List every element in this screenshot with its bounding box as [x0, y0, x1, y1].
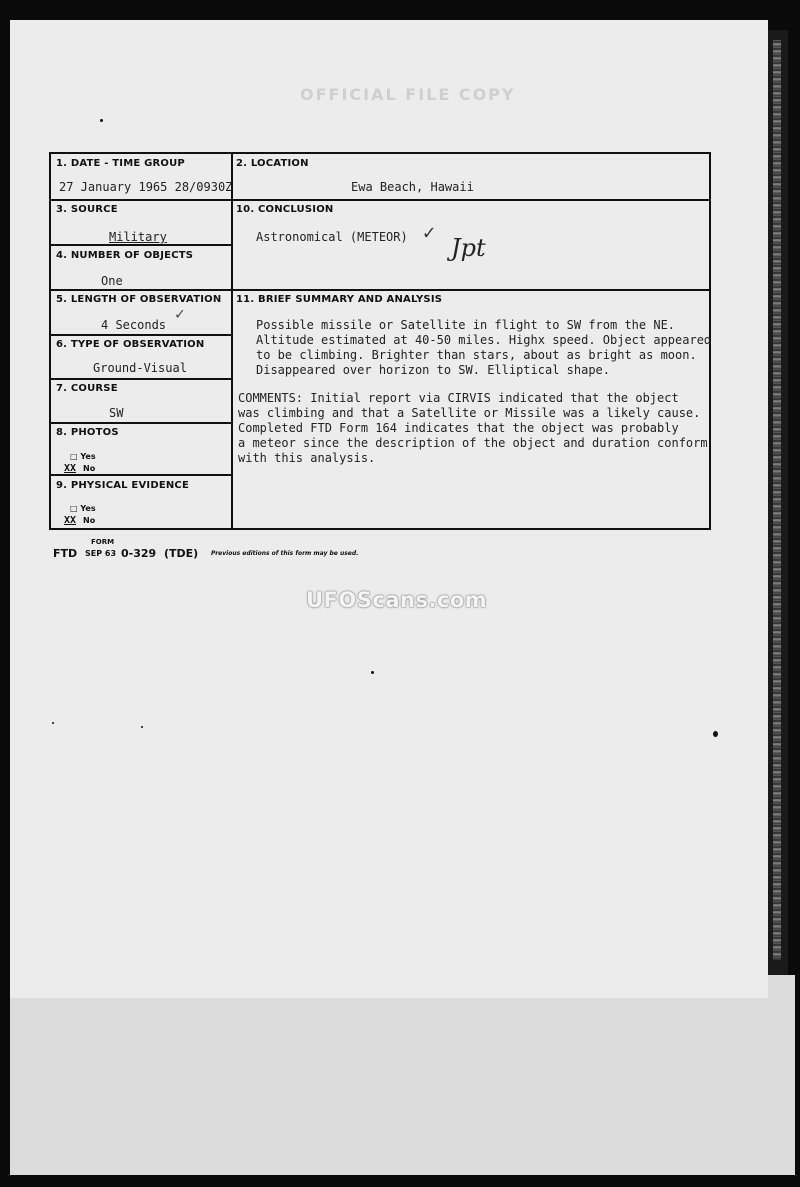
film-speck — [100, 119, 103, 122]
number-of-objects-label: 4. NUMBER OF OBJECTS — [56, 250, 194, 261]
type-of-observation-value: Ground-Visual — [93, 361, 187, 375]
date-time-group-label: 1. DATE - TIME GROUP — [56, 158, 185, 169]
row-divider — [51, 334, 231, 336]
conclusion-checkmark: ✓ — [423, 220, 436, 244]
length-checkmark: ✓ — [175, 304, 185, 323]
photos-no-option: No — [83, 464, 96, 473]
summary-line: to be climbing. Brighter than stars, about as bright as moon. — [256, 348, 697, 362]
reviewer-initials: Jpt — [451, 234, 486, 262]
comment-line: a meteor since the description of the object and duration conform — [238, 436, 708, 450]
conclusion-label: 10. CONCLUSION — [236, 204, 334, 215]
film-speck — [713, 731, 718, 737]
physical-evidence-label: 9. PHYSICAL EVIDENCE — [56, 480, 189, 491]
footer-note: Previous editions of this form may be used. — [211, 550, 359, 557]
location-label: 2. LOCATION — [236, 158, 309, 169]
comment-line: with this analysis. — [238, 451, 376, 465]
number-of-objects-value: One — [101, 274, 123, 288]
film-speck — [371, 671, 374, 674]
location-value: Ewa Beach, Hawaii — [351, 180, 474, 194]
physical-evidence-no-mark: XX — [64, 515, 77, 526]
physical-evidence-no-option: No — [83, 516, 96, 525]
column-divider — [231, 154, 233, 530]
photos-label: 8. PHOTOS — [56, 427, 119, 438]
photos-no-mark: XX — [64, 463, 77, 474]
date-time-group-value: 27 January 1965 28/0930Z — [59, 180, 233, 194]
row-divider — [51, 199, 709, 201]
source-value: Military — [109, 230, 167, 244]
comment-line: Completed FTD Form 164 indicates that the object was probably — [238, 421, 679, 435]
physical-evidence-yes-option: □ Yes — [70, 504, 96, 513]
source-label: 3. SOURCE — [56, 204, 118, 215]
course-label: 7. COURSE — [56, 383, 118, 394]
footer-ftd: FTD — [53, 547, 78, 560]
footer-form-number: 0-329 — [121, 547, 157, 560]
footer-date-code: SEP 63 — [85, 549, 117, 558]
row-divider — [51, 289, 709, 291]
summary-label: 11. BRIEF SUMMARY AND ANALYSIS — [236, 294, 443, 305]
watermark: UFOScans.com — [306, 588, 488, 612]
length-of-observation-label: 5. LENGTH OF OBSERVATION — [56, 294, 222, 305]
comment-line: COMMENTS: Initial report via CIRVIS indicated that the object — [238, 391, 679, 405]
conclusion-value: Astronomical (METEOR) — [256, 230, 408, 244]
summary-line: Possible missile or Satellite in flight to SW from the NE. — [256, 318, 676, 332]
row-divider — [51, 244, 231, 246]
photos-yes-option: □ Yes — [70, 452, 96, 461]
row-divider — [51, 474, 231, 476]
length-of-observation-value: 4 Seconds — [101, 318, 167, 332]
row-divider — [51, 422, 231, 424]
comment-line: was climbing and that a Satellite or Missile was a likely cause. — [238, 406, 701, 420]
footer-form-word: FORM — [91, 538, 115, 546]
film-speck — [52, 722, 54, 724]
summary-line: Disappeared over horizon to SW. Elliptical shape. — [256, 363, 611, 377]
film-speck — [141, 726, 143, 728]
row-divider — [51, 378, 231, 380]
course-value: SW — [109, 406, 124, 420]
summary-line: Altitude estimated at 40-50 miles. Highx speed. Object appeared — [256, 333, 712, 347]
footer-suffix: (TDE) — [164, 547, 199, 560]
faint-stamp-header: OFFICIAL FILE COPY — [300, 85, 516, 104]
type-of-observation-label: 6. TYPE OF OBSERVATION — [56, 339, 205, 350]
lower-paper-sheet — [10, 975, 795, 1175]
project-card-form — [49, 152, 711, 530]
film-edge-texture — [773, 40, 781, 960]
